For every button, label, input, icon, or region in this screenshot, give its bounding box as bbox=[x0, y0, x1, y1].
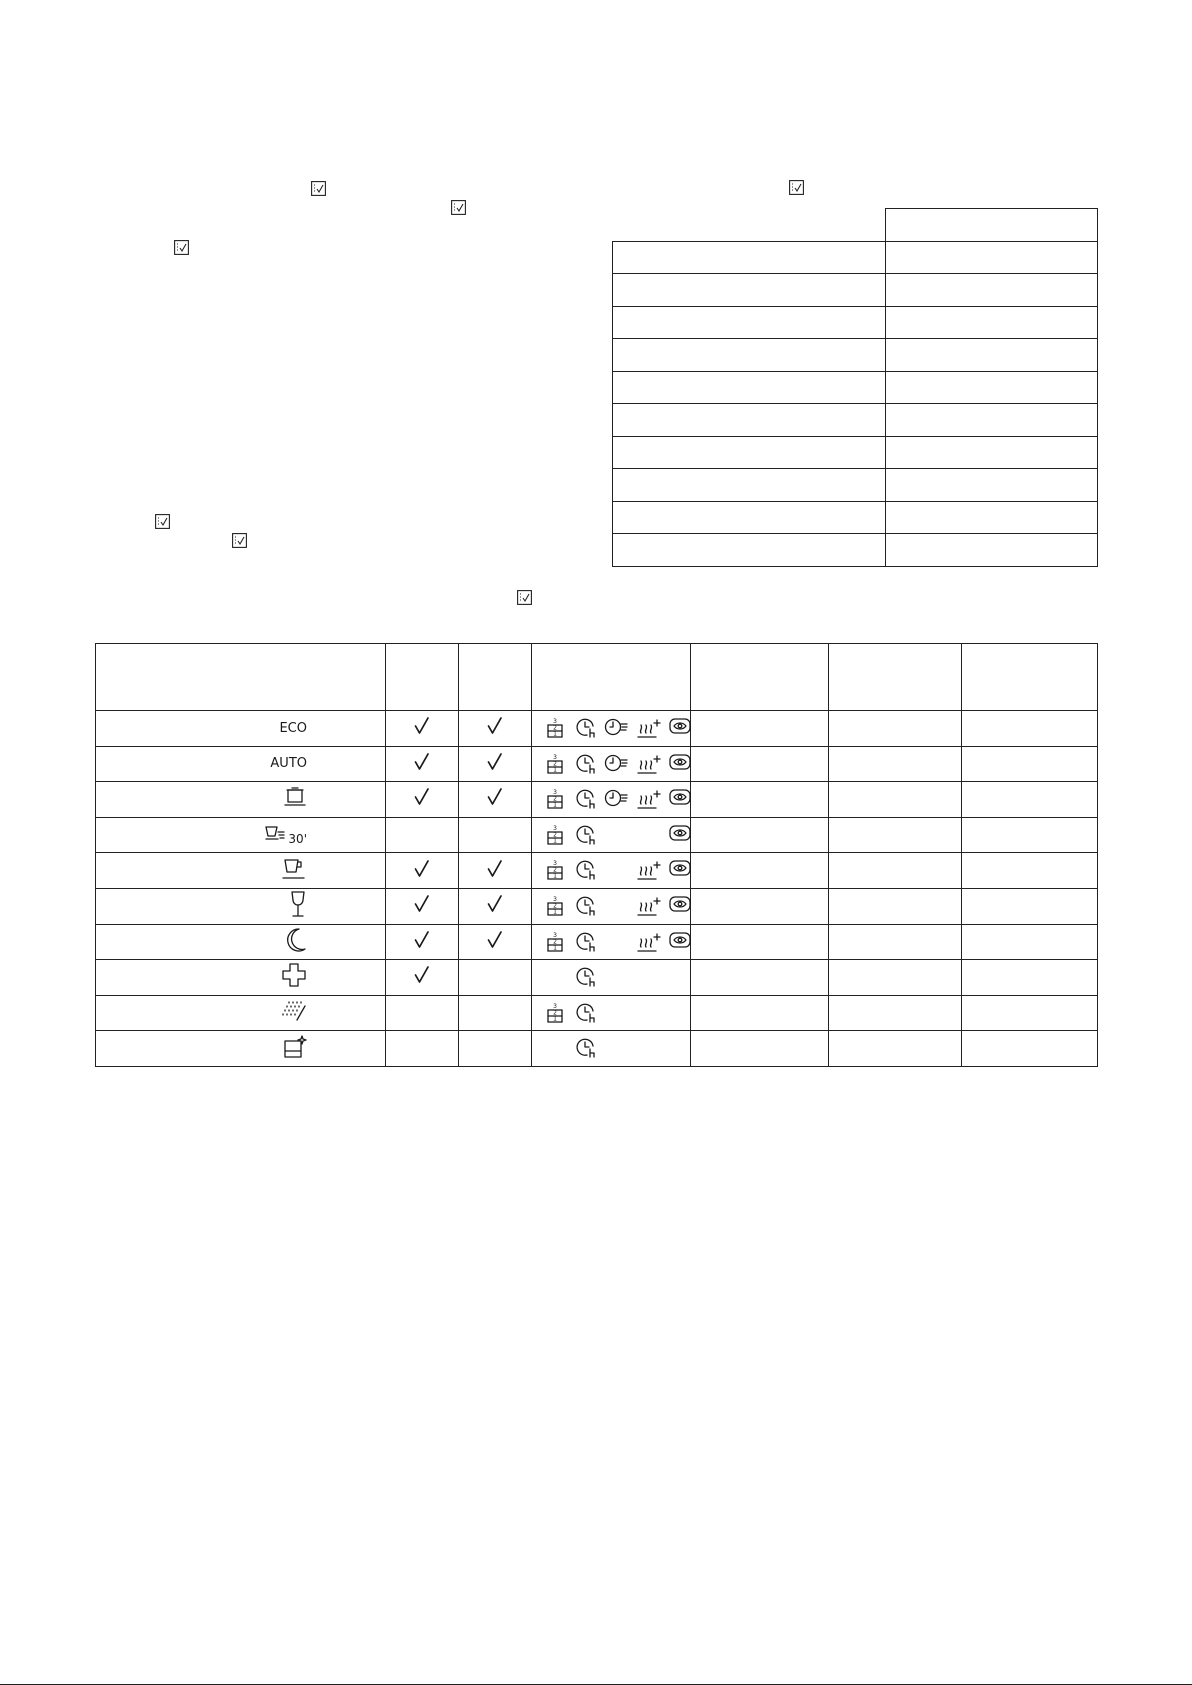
table-cell bbox=[829, 888, 962, 924]
programme-label: ECO bbox=[279, 720, 307, 736]
fast-clock-icon bbox=[604, 753, 628, 777]
check-icon bbox=[487, 716, 503, 740]
note-check-icon bbox=[232, 533, 247, 548]
check-icon bbox=[487, 894, 503, 918]
check-cell bbox=[386, 853, 459, 889]
table-cell bbox=[886, 209, 1098, 242]
options-cell bbox=[532, 924, 691, 960]
table-header-cell bbox=[532, 644, 691, 711]
svg-text:2: 2 bbox=[553, 760, 557, 768]
table-row bbox=[613, 501, 1098, 534]
check-cell bbox=[459, 888, 532, 924]
check-icon bbox=[414, 859, 430, 883]
table-row bbox=[613, 274, 1098, 307]
svg-text:3: 3 bbox=[553, 718, 557, 725]
programme-cell bbox=[96, 782, 386, 818]
check-cell bbox=[459, 817, 532, 853]
table-cell bbox=[613, 209, 886, 242]
eye-icon bbox=[668, 895, 692, 917]
check-icon bbox=[487, 859, 503, 883]
table-cell bbox=[613, 274, 886, 307]
options-cell bbox=[532, 746, 691, 782]
eye-icon bbox=[668, 753, 692, 775]
table-cell bbox=[886, 404, 1098, 437]
tray-123-icon bbox=[546, 1002, 564, 1030]
table-cell bbox=[613, 436, 886, 469]
check-icon bbox=[414, 787, 430, 811]
check-cell bbox=[386, 924, 459, 960]
table-cell bbox=[962, 853, 1098, 889]
table-cell bbox=[886, 436, 1098, 469]
check-icon bbox=[414, 716, 430, 740]
table-cell bbox=[613, 469, 886, 502]
programme-label: 30' bbox=[288, 832, 307, 847]
svg-text:1: 1 bbox=[553, 944, 557, 952]
fast-clock-icon bbox=[604, 788, 628, 812]
svg-text:3: 3 bbox=[553, 1002, 557, 1010]
table-cell bbox=[691, 960, 829, 996]
programme-cell bbox=[96, 924, 386, 960]
check-cell bbox=[459, 960, 532, 996]
wine-glass-icon bbox=[289, 890, 307, 922]
tray-123-icon bbox=[546, 717, 564, 745]
note-check-icon bbox=[311, 181, 326, 196]
pot-icon bbox=[283, 786, 307, 812]
check-cell bbox=[459, 995, 532, 1031]
svg-text:2: 2 bbox=[553, 902, 557, 910]
moon-icon bbox=[285, 927, 307, 957]
programme-table-header-row bbox=[96, 644, 1098, 711]
check-cell bbox=[459, 746, 532, 782]
table-cell bbox=[962, 817, 1098, 853]
svg-text:2: 2 bbox=[553, 795, 557, 803]
table-row bbox=[613, 404, 1098, 437]
table-cell bbox=[886, 534, 1098, 567]
clock-h-icon bbox=[575, 1002, 597, 1028]
check-cell bbox=[459, 853, 532, 889]
programme-table bbox=[95, 643, 1098, 1067]
extra-dry-icon bbox=[636, 931, 662, 959]
tray-123-icon bbox=[546, 931, 564, 959]
options-cell bbox=[532, 817, 691, 853]
programme-cell bbox=[96, 960, 386, 996]
cross-icon bbox=[281, 962, 307, 992]
table-cell bbox=[691, 817, 829, 853]
table-cell bbox=[613, 241, 886, 274]
options-cell bbox=[532, 888, 691, 924]
table-cell bbox=[691, 995, 829, 1031]
programme-cell bbox=[96, 888, 386, 924]
note-check-icon bbox=[517, 590, 532, 605]
table-cell bbox=[886, 501, 1098, 534]
table-cell bbox=[962, 782, 1098, 818]
table-row bbox=[613, 469, 1098, 502]
table-cell bbox=[613, 501, 886, 534]
programme-cell bbox=[96, 746, 386, 782]
options-cell bbox=[532, 853, 691, 889]
table-cell bbox=[613, 339, 886, 372]
check-cell bbox=[386, 1031, 459, 1067]
table-cell bbox=[962, 746, 1098, 782]
fast-clock-icon bbox=[604, 717, 628, 741]
check-icon bbox=[487, 930, 503, 954]
check-cell bbox=[386, 995, 459, 1031]
table-row bbox=[96, 1031, 1098, 1067]
tray-123-icon bbox=[546, 753, 564, 781]
check-cell bbox=[386, 817, 459, 853]
clock-h-icon bbox=[575, 753, 597, 779]
programme-cell bbox=[96, 817, 386, 853]
clock-h-icon bbox=[575, 717, 597, 743]
svg-text:1: 1 bbox=[553, 801, 557, 809]
extra-dry-icon bbox=[636, 753, 662, 781]
programme-cell bbox=[96, 995, 386, 1031]
settings-table bbox=[612, 208, 1098, 567]
table-cell bbox=[829, 782, 962, 818]
svg-text:2: 2 bbox=[553, 1009, 557, 1017]
svg-text:3: 3 bbox=[553, 824, 557, 832]
programme-cell bbox=[96, 1031, 386, 1067]
svg-text:2: 2 bbox=[553, 866, 557, 874]
table-header-cell bbox=[962, 644, 1098, 711]
table-row bbox=[613, 436, 1098, 469]
svg-text:2: 2 bbox=[553, 831, 557, 839]
check-cell bbox=[459, 924, 532, 960]
table-row bbox=[96, 960, 1098, 996]
table-cell bbox=[886, 306, 1098, 339]
extra-dry-icon bbox=[636, 717, 662, 745]
table-cell bbox=[829, 817, 962, 853]
tray-123-icon bbox=[546, 788, 564, 816]
table-header-cell bbox=[691, 644, 829, 711]
extra-dry-icon bbox=[636, 788, 662, 816]
check-icon bbox=[487, 752, 503, 776]
table-header-cell bbox=[96, 644, 386, 711]
cup-icon bbox=[281, 856, 307, 886]
table-cell bbox=[691, 888, 829, 924]
table-cell bbox=[886, 274, 1098, 307]
svg-text:1: 1 bbox=[553, 1015, 557, 1023]
svg-text:1: 1 bbox=[553, 872, 557, 880]
note-check-icon bbox=[155, 514, 170, 529]
table-cell bbox=[691, 924, 829, 960]
tray-123-icon bbox=[546, 895, 564, 923]
table-cell bbox=[691, 1031, 829, 1067]
table-header-cell bbox=[459, 644, 532, 711]
programme-label: AUTO bbox=[270, 756, 307, 772]
options-cell bbox=[532, 960, 691, 996]
table-cell bbox=[886, 339, 1098, 372]
table-row bbox=[96, 888, 1098, 924]
svg-text:3: 3 bbox=[553, 931, 557, 939]
table-cell bbox=[962, 888, 1098, 924]
table-row bbox=[96, 995, 1098, 1031]
table-cell bbox=[691, 711, 829, 747]
table-cell bbox=[613, 534, 886, 567]
table-header-cell bbox=[829, 644, 962, 711]
table-cell bbox=[691, 853, 829, 889]
check-cell bbox=[386, 888, 459, 924]
programme-cell bbox=[96, 853, 386, 889]
table-cell bbox=[829, 960, 962, 996]
clock-h-icon bbox=[575, 931, 597, 957]
eye-icon bbox=[668, 931, 692, 953]
eye-icon bbox=[668, 859, 692, 881]
check-cell bbox=[459, 782, 532, 818]
table-row bbox=[96, 853, 1098, 889]
svg-text:1: 1 bbox=[553, 908, 557, 916]
check-cell bbox=[459, 1031, 532, 1067]
check-cell bbox=[386, 960, 459, 996]
clock-h-icon bbox=[575, 788, 597, 814]
eye-icon bbox=[668, 788, 692, 810]
table-cell bbox=[962, 924, 1098, 960]
eye-icon bbox=[668, 717, 692, 739]
svg-text:3: 3 bbox=[553, 789, 557, 797]
tray-123-icon bbox=[546, 859, 564, 887]
settings-table-header-row bbox=[613, 209, 1098, 242]
programme-cell bbox=[96, 711, 386, 747]
check-cell bbox=[459, 711, 532, 747]
check-icon bbox=[414, 965, 430, 989]
rinse-spray-icon bbox=[281, 1000, 307, 1026]
table-row bbox=[96, 817, 1098, 853]
table-cell bbox=[886, 241, 1098, 274]
table-cell bbox=[613, 404, 886, 437]
svg-text:1: 1 bbox=[553, 766, 557, 774]
table-row bbox=[613, 339, 1098, 372]
clock-h-icon bbox=[575, 859, 597, 885]
table-cell bbox=[962, 960, 1098, 996]
machine-care-icon bbox=[283, 1035, 307, 1063]
table-row bbox=[613, 241, 1098, 274]
check-icon bbox=[414, 930, 430, 954]
check-icon bbox=[487, 787, 503, 811]
table-cell bbox=[962, 995, 1098, 1031]
table-row bbox=[613, 306, 1098, 339]
table-cell bbox=[962, 711, 1098, 747]
extra-dry-icon bbox=[636, 895, 662, 923]
table-row bbox=[96, 782, 1098, 818]
note-check-icon bbox=[789, 180, 804, 195]
note-check-icon bbox=[451, 200, 466, 215]
svg-text:3: 3 bbox=[553, 753, 557, 761]
table-cell bbox=[962, 1031, 1098, 1067]
table-cell bbox=[829, 711, 962, 747]
table-row bbox=[96, 711, 1098, 747]
svg-text:1: 1 bbox=[553, 730, 557, 738]
svg-text:2: 2 bbox=[553, 938, 557, 946]
clock-h-icon bbox=[575, 1037, 597, 1063]
svg-text:3: 3 bbox=[553, 860, 557, 868]
table-cell bbox=[829, 1031, 962, 1067]
svg-text:2: 2 bbox=[553, 724, 557, 732]
check-cell bbox=[386, 746, 459, 782]
clock-h-icon bbox=[575, 966, 597, 992]
table-cell bbox=[691, 782, 829, 818]
tray-123-icon bbox=[546, 824, 564, 852]
table-row bbox=[96, 924, 1098, 960]
svg-text:3: 3 bbox=[553, 895, 557, 903]
table-cell bbox=[886, 469, 1098, 502]
eye-icon bbox=[668, 824, 692, 846]
clock-h-icon bbox=[575, 895, 597, 921]
note-check-icon bbox=[174, 240, 189, 255]
options-cell bbox=[532, 1031, 691, 1067]
options-cell bbox=[532, 782, 691, 818]
options-cell bbox=[532, 995, 691, 1031]
table-cell bbox=[829, 853, 962, 889]
extra-dry-icon bbox=[636, 859, 662, 887]
svg-text:1: 1 bbox=[553, 837, 557, 845]
table-row bbox=[96, 746, 1098, 782]
options-cell bbox=[532, 711, 691, 747]
table-header-cell bbox=[386, 644, 459, 711]
table-row bbox=[613, 534, 1098, 567]
clock-h-icon bbox=[575, 824, 597, 850]
check-icon bbox=[414, 752, 430, 776]
check-icon bbox=[414, 894, 430, 918]
table-row bbox=[613, 371, 1098, 404]
table-cell bbox=[829, 924, 962, 960]
table-cell bbox=[613, 306, 886, 339]
table-cell bbox=[829, 995, 962, 1031]
table-cell bbox=[691, 746, 829, 782]
check-cell bbox=[386, 782, 459, 818]
quick-cup-icon bbox=[263, 823, 287, 847]
check-cell bbox=[386, 711, 459, 747]
table-cell bbox=[829, 746, 962, 782]
table-cell bbox=[613, 371, 886, 404]
table-cell bbox=[886, 371, 1098, 404]
